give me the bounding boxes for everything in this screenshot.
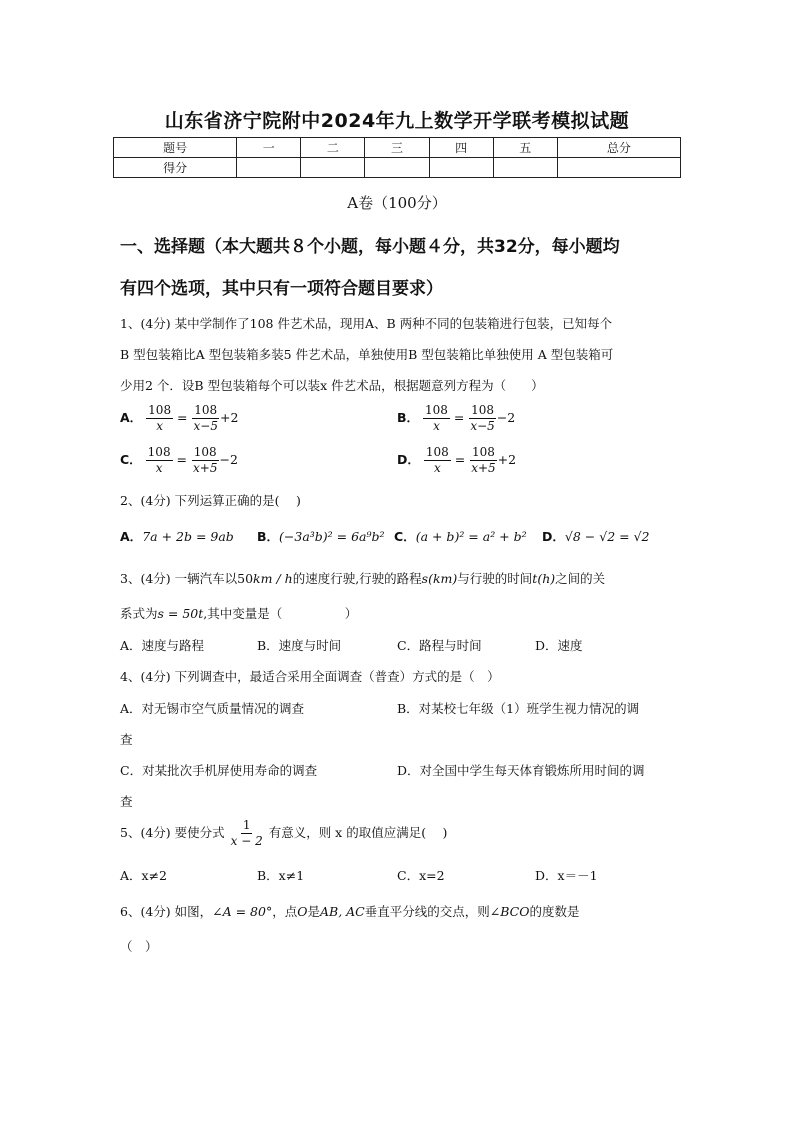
score-header-cell: 题号 [114,138,237,158]
option-label: A． [120,529,143,544]
score-header-cell: 二 [301,138,365,158]
q5-option-b[interactable]: B．x≠1 [257,868,305,883]
text-run: 有意义，则 x 的取值应满足( ) [268,825,448,840]
math-expression: s = 50t [157,606,204,621]
math-expression: AB, AC [320,904,365,919]
q6-line2: （ ） [120,939,158,954]
q5-stem [120,818,447,849]
score-table-header-row [114,138,681,158]
score-cell[interactable] [365,158,429,178]
fraction [423,403,450,434]
q2-option-d[interactable] [542,527,650,545]
numerator: 108 [194,403,218,417]
numerator: 108 [193,445,217,459]
text-run: 3、(4分) 一辆汽车以50 [120,571,254,586]
numerator: 108 [471,403,495,417]
fraction [468,403,496,434]
fraction [469,445,497,476]
q1-option-b[interactable]: B． $\frac{108}{x}$ = $\frac{108}{x-5}$ −2 [397,403,516,433]
score-row-label: 得分 [114,158,237,178]
q5-option-d[interactable]: D．x＝－1 [535,868,598,883]
q4-option-c[interactable]: C．对某批次手机屏使用寿命的调查 [120,763,318,778]
score-cell[interactable] [429,158,493,178]
math-expression: ∠A = 80° [212,904,273,919]
denominator: x [156,419,164,433]
q3-option-c[interactable]: C．路程与时间 [397,638,482,653]
text-run: 垂直平分线的交点，则 [364,904,490,919]
q2-stem: 2、(4分) 下列运算正确的是( ) [120,493,301,508]
fraction [192,403,220,434]
score-cell[interactable] [493,158,557,178]
denominator: x [433,461,441,475]
q4-option-d-wrap: 查 [120,794,133,809]
q4-option-b-wrap: 查 [120,732,133,747]
option-label: B． [257,529,280,544]
fraction [229,818,265,849]
denominator: x−5 [193,419,218,433]
option-label: D． [397,452,420,467]
text-run: ，点 [272,904,298,919]
q1-line1: 1、(4分) 某中学制作了108 件艺术品，现用A、B 两种不同的包装箱进行包装，已知每个 [120,316,613,331]
denominator: x+5 [193,461,218,475]
option-label: A． [120,410,143,425]
expr-tail: +2 [497,452,517,467]
numerator: 1 [242,818,251,832]
text-run: 是 [307,904,320,919]
numerator: 108 [425,445,449,459]
fraction [146,403,173,434]
part1-heading-line2: 有四个选项，其中只有一项符合题目要求） [120,279,443,299]
score-header-cell: 三 [365,138,429,158]
score-table [113,137,681,178]
score-table-score-row [114,158,681,178]
fraction [424,445,451,476]
denominator: x+5 [471,461,496,475]
part1-heading-line1: 一、选择题（本大题共８个小题，每小题４分，共32分，每小题均 [120,237,620,257]
q4-stem: 4、(4分) 下列调查中，最适合采用全面调查（普查）方式的是（ ） [120,669,500,684]
score-cell[interactable] [557,158,680,178]
q1-line3: 少用2 个．设B 型包装箱每个可以装x 件艺术品，根据题意列方程为（ ） [120,378,544,393]
q3-line2 [120,604,357,622]
numerator: 108 [471,445,495,459]
option-label: C． [120,452,142,467]
page-title: 山东省济宁院附中2024年九上数学开学联考模拟试题 [164,110,630,132]
q5-option-a[interactable]: A．x≠2 [120,868,168,883]
text-run: 之间的关 [555,571,606,586]
expr-tail: +2 [219,410,239,425]
q3-line1 [120,569,605,587]
q4-option-b[interactable]: B．对某校七年级（1）班学生视力情况的调 [397,701,640,716]
text-run: 5、(4分) 要使分式 [120,825,225,840]
denominator: x [433,419,440,433]
expr-tail: −2 [496,410,516,425]
score-cell[interactable] [301,158,365,178]
math-expression: O [297,904,308,919]
q1-line2: B 型包装箱比A 型包装箱多装5 件艺术品，单独使用B 型包装箱比单独使用 A 型包装箱可 [120,347,614,362]
q6-stem [120,902,580,920]
option-label: B． [397,410,420,425]
numerator: 108 [147,445,171,459]
math-expression: t(h) [532,571,556,586]
q4-option-a[interactable]: A．对无锡市空气质量情况的调查 [120,701,305,716]
expr-tail: −2 [219,452,238,467]
fraction [191,445,219,476]
math-expression: (−3a³b)² = 6a⁹b² [279,529,385,544]
math-expression: s(km) [421,571,458,586]
q5-option-c[interactable]: C．x=2 [397,868,445,883]
q3-option-d[interactable]: D．速度 [535,638,583,653]
q2-option-a[interactable] [120,527,234,545]
text-run: 系式为 [120,606,158,621]
q1-option-d[interactable]: D． $\frac{108}{x}$ = $\frac{108}{x+5}$ +2 [397,445,517,475]
denominator: x − 2 [230,834,263,848]
text-run: 与行驶的时间 [457,571,533,586]
text-run: ,其中变量是（ ） [203,606,358,621]
text-run: 的度数是 [529,904,580,919]
fraction [146,445,173,476]
numerator: 108 [148,403,172,417]
section-a-heading: A卷（100分） [347,194,447,212]
math-expression: km / h [253,571,293,586]
math-expression: √8 − √2 = √2 [564,529,650,544]
q3-option-b[interactable]: B．速度与时间 [257,638,342,653]
score-header-cell: 四 [429,138,493,158]
q1-option-a[interactable]: A． $\frac{108}{x}$ = $\frac{108}{x-5}$ +2 [120,403,239,433]
score-cell[interactable] [237,158,301,178]
math-expression: ∠BCO [489,904,530,919]
score-header-cell: 一 [237,138,301,158]
q3-option-a[interactable]: A．速度与路程 [120,638,205,653]
math-expression: (a + b)² = a² + b² [415,529,527,544]
text-run: 6、(4分) 如图， [120,904,213,919]
q2-option-c[interactable] [394,527,527,545]
denominator: x−5 [470,419,495,433]
score-header-cell: 总分 [557,138,680,158]
option-label: C． [394,529,416,544]
option-label: D． [542,529,565,544]
score-header-cell: 五 [493,138,557,158]
q2-option-b[interactable] [257,527,385,545]
q4-option-d[interactable]: D．对全国中学生每天体育锻炼所用时间的调 [397,763,645,778]
denominator: x [155,461,163,475]
q1-option-c[interactable]: C． $\frac{108}{x}$ = $\frac{108}{x+5}$ −2 [120,445,238,475]
text-run: 的速度行驶,行驶的路程 [292,571,422,586]
numerator: 108 [425,403,448,417]
math-expression: 7a + 2b = 9ab [142,529,234,544]
